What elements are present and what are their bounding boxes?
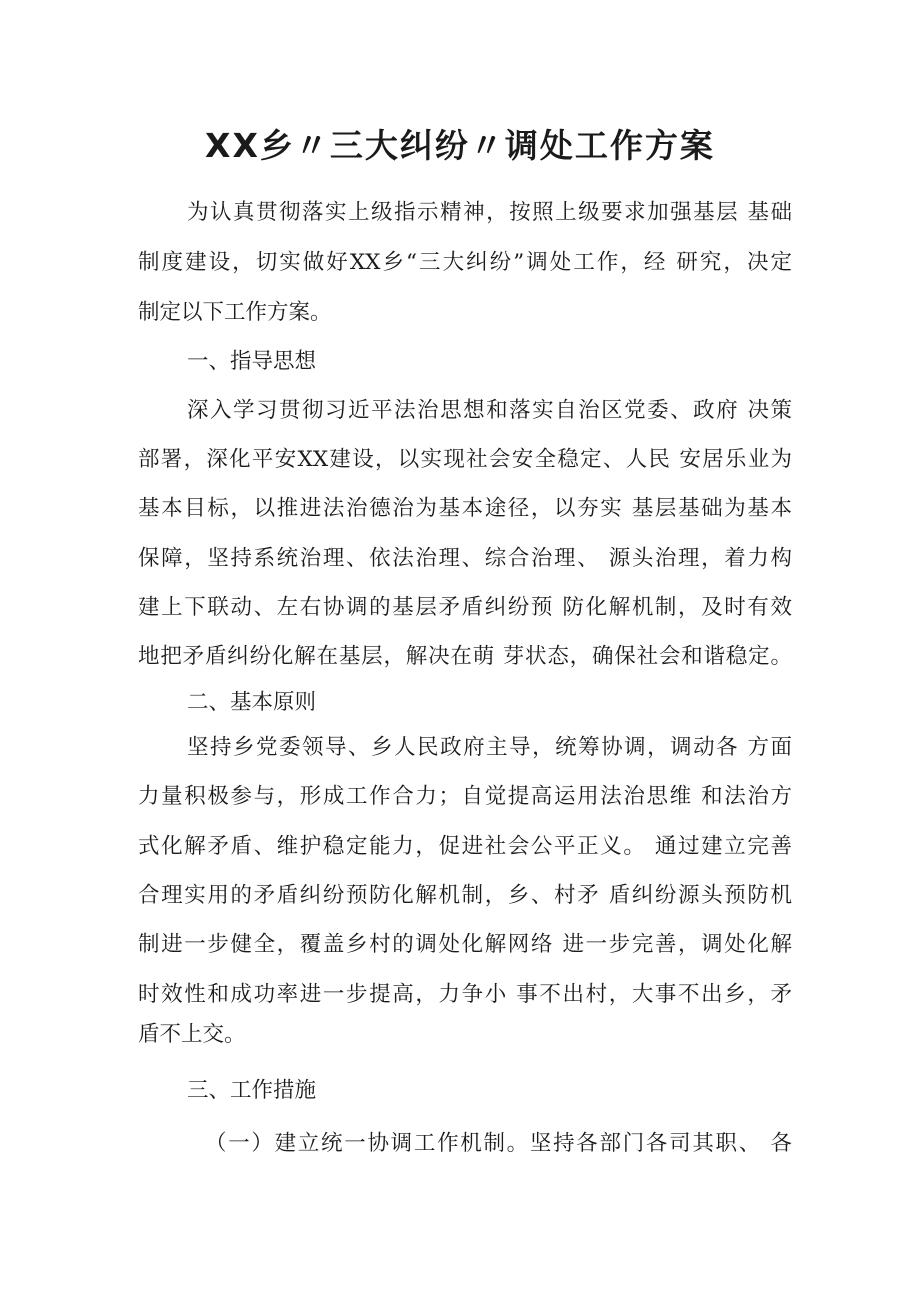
paragraph-line: 保障，坚持系统治理、依法治理、综合治理、 源头治理，着力构 — [138, 546, 792, 571]
paragraph-line: 坚持乡党委领导、乡人民政府主导，统筹协调，调动各 方面 — [187, 735, 792, 760]
section-heading: 二、基本原则 — [187, 690, 317, 715]
paragraph-line: 力量积极参与，形成工作合力；自觉提高运用法治思维 和法治方 — [138, 784, 792, 809]
paragraph-line: 合理实用的矛盾纠纷预防化解机制，乡、村矛 盾纠纷源头预防机 — [138, 883, 792, 908]
paragraph-line: （一）建立统一协调工作机制。坚持各部门各司其职、 各 — [205, 1131, 792, 1156]
paragraph-line: 为认真贯彻落实上级指示精神，按照上级要求加强基层 基础 — [187, 200, 792, 225]
section-heading: 一、指导思想 — [187, 349, 317, 374]
section-heading: 三、工作措施 — [187, 1078, 317, 1103]
document-title: XX乡〃三大纠纷〃调处工作方案 — [205, 126, 715, 165]
paragraph-line: 时效性和成功率进一步提高，力争小 事不出村，大事不出乡，矛 — [138, 982, 792, 1007]
paragraph-line: 盾不上交。 — [138, 1022, 246, 1047]
paragraph-line: 深入学习贯彻习近平法治思想和落实自治区党委、政府 决策 — [187, 398, 792, 423]
paragraph-line: 制进一步健全，覆盖乡村的调处化解网络 进一步完善，调处化解 — [138, 932, 792, 957]
paragraph-line: 建上下联动、左右协调的基层矛盾纠纷预 防化解机制，及时有效 — [138, 595, 792, 620]
paragraph-line: 式化解矛盾、维护稳定能力，促进社会公平正义。 通过建立完善 — [138, 834, 792, 859]
paragraph-line: 部署，深化平安XX建设，以实现社会安全稳定、人民 安居乐业为 — [138, 447, 792, 472]
paragraph-line: 地把矛盾纠纷化解在基层，解决在萌 芽状态，确保社会和谐稳定。 — [138, 644, 792, 669]
paragraph-line: 基本目标，以推进法治德治为基本途径，以夯实 基层基础为基本 — [138, 496, 792, 521]
paragraph-line: 制度建设，切实做好XX乡“三大纠纷”调处工作，经 研究，决定 — [138, 250, 792, 275]
paragraph-line: 制定以下工作方案。 — [138, 300, 332, 325]
